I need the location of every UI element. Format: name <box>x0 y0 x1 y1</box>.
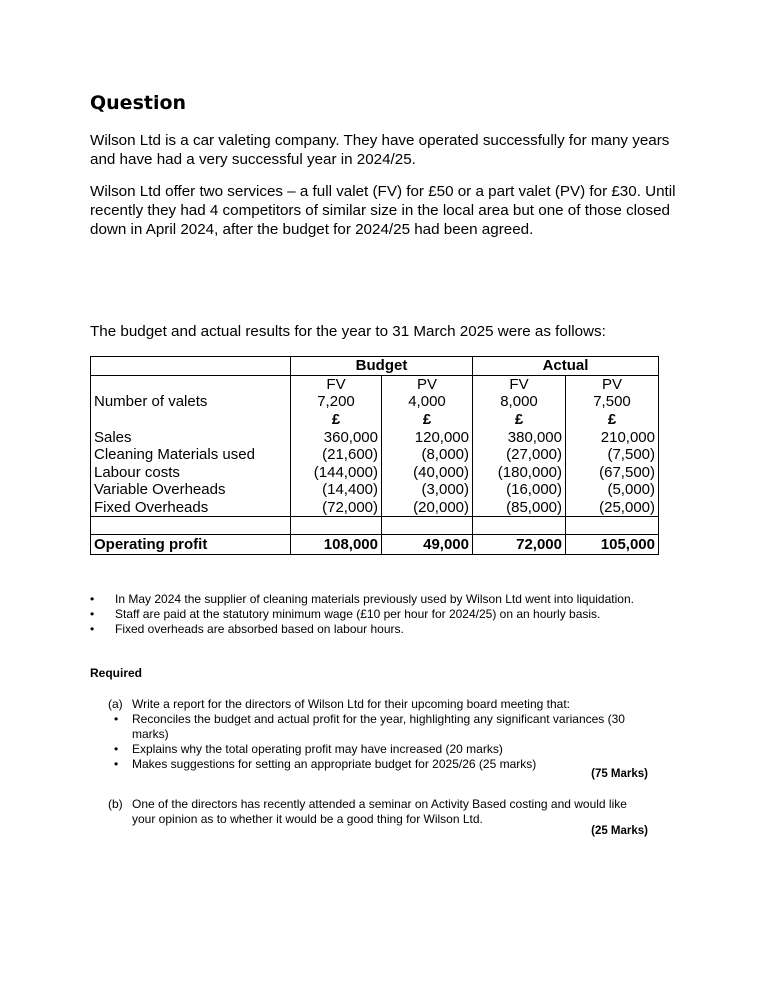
part-a-marks: (75 Marks) <box>591 768 648 780</box>
cell: 210,000 <box>566 428 659 446</box>
row-label: Cleaning Materials used <box>91 446 291 464</box>
row-label: Operating profit <box>91 535 291 555</box>
question-heading: Question <box>90 92 187 114</box>
cell: (5,000) <box>566 481 659 499</box>
intro-paragraph: Wilson Ltd is a car valeting company. They have operated successfully for many years and have had a very successful year in 2024/25. <box>90 132 670 168</box>
valets-row <box>91 393 659 411</box>
sub-header-row <box>91 375 659 393</box>
currency-cell: £ <box>566 411 659 429</box>
cell: (180,000) <box>473 464 566 482</box>
cell: 360,000 <box>291 428 382 446</box>
part-a-intro-text: Write a report for the directors of Wilson Ltd for their upcoming board meeting that: <box>132 697 570 711</box>
row-label: Sales <box>91 428 291 446</box>
list-item: • Staff are paid at the statutory minimum wage (£10 per hour for 2024/25) on an hourly basis. <box>90 607 650 622</box>
cell: (8,000) <box>382 446 473 464</box>
list-item: • Fixed overheads are absorbed based on labour hours. <box>90 622 650 637</box>
cell: 108,000 <box>291 535 382 555</box>
list-item: • Explains why the total operating profit may have increased (20 marks) <box>90 742 635 757</box>
currency-row <box>91 411 659 429</box>
cell: 49,000 <box>382 535 473 555</box>
part-b-marks: (25 Marks) <box>591 825 648 837</box>
cell: (20,000) <box>382 499 473 517</box>
sub-header: FV <box>291 375 382 393</box>
cell: (14,400) <box>291 481 382 499</box>
notes-list <box>90 592 650 637</box>
currency-cell: £ <box>382 411 473 429</box>
cell: (3,000) <box>382 481 473 499</box>
services-paragraph: Wilson Ltd offer two services – a full valet (FV) for £50 or a part valet (PV) for £30. Until recently they had 4 competitors of similar size in the local area but one of those closed down in April 2024, after the budget for 2024/25 had been agreed. <box>90 183 676 238</box>
cell: (40,000) <box>382 464 473 482</box>
cell: (7,500) <box>566 446 659 464</box>
cell: 380,000 <box>473 428 566 446</box>
budget-actual-table <box>90 356 659 555</box>
cell: (144,000) <box>291 464 382 482</box>
table-row <box>91 428 659 446</box>
cell: (25,000) <box>566 499 659 517</box>
currency-cell: £ <box>473 411 566 429</box>
cell: 8,000 <box>473 393 566 411</box>
cell: 120,000 <box>382 428 473 446</box>
budget-header: Budget <box>291 357 473 376</box>
cell: (27,000) <box>473 446 566 464</box>
table-row <box>91 446 659 464</box>
cell: 7,500 <box>566 393 659 411</box>
cell: 7,200 <box>291 393 382 411</box>
table-row <box>91 481 659 499</box>
blank-row <box>91 517 659 535</box>
row-label: Number of valets <box>91 393 291 411</box>
table-row <box>91 499 659 517</box>
cell: (67,500) <box>566 464 659 482</box>
cell: 105,000 <box>566 535 659 555</box>
sub-header: PV <box>566 375 659 393</box>
part-b-text: One of the directors has recently attended a seminar on Activity Based costing and would like your opinion as to whether it would be a good thing for Wilson Ltd. <box>132 797 627 826</box>
part-a-intro <box>108 697 648 712</box>
group-header-row <box>91 357 659 376</box>
sub-header: FV <box>473 375 566 393</box>
part-b <box>108 797 628 827</box>
cell: 4,000 <box>382 393 473 411</box>
required-heading: Required <box>90 666 143 680</box>
currency-cell: £ <box>291 411 382 429</box>
part-a-list <box>90 712 635 772</box>
cell: (85,000) <box>473 499 566 517</box>
part-a-label: (a) <box>108 697 123 711</box>
cell: (16,000) <box>473 481 566 499</box>
list-item: • Reconciles the budget and actual profit for the year, highlighting any significant variances (30 marks) <box>90 712 635 742</box>
actual-header: Actual <box>473 357 659 376</box>
cell: (72,000) <box>291 499 382 517</box>
list-item: • Makes suggestions for setting an appropriate budget for 2025/26 (25 marks) <box>90 757 635 772</box>
row-label: Fixed Overheads <box>91 499 291 517</box>
sub-header: PV <box>382 375 473 393</box>
cell: 72,000 <box>473 535 566 555</box>
cell: (21,600) <box>291 446 382 464</box>
table-row <box>91 464 659 482</box>
table-intro-paragraph: The budget and actual results for the year to 31 March 2025 were as follows: <box>90 323 606 340</box>
row-label: Labour costs <box>91 464 291 482</box>
list-item: • In May 2024 the supplier of cleaning materials previously used by Wilson Ltd went into liquidation. <box>90 592 650 607</box>
row-label: Variable Overheads <box>91 481 291 499</box>
operating-profit-row <box>91 535 659 555</box>
part-b-label: (b) <box>108 797 123 811</box>
